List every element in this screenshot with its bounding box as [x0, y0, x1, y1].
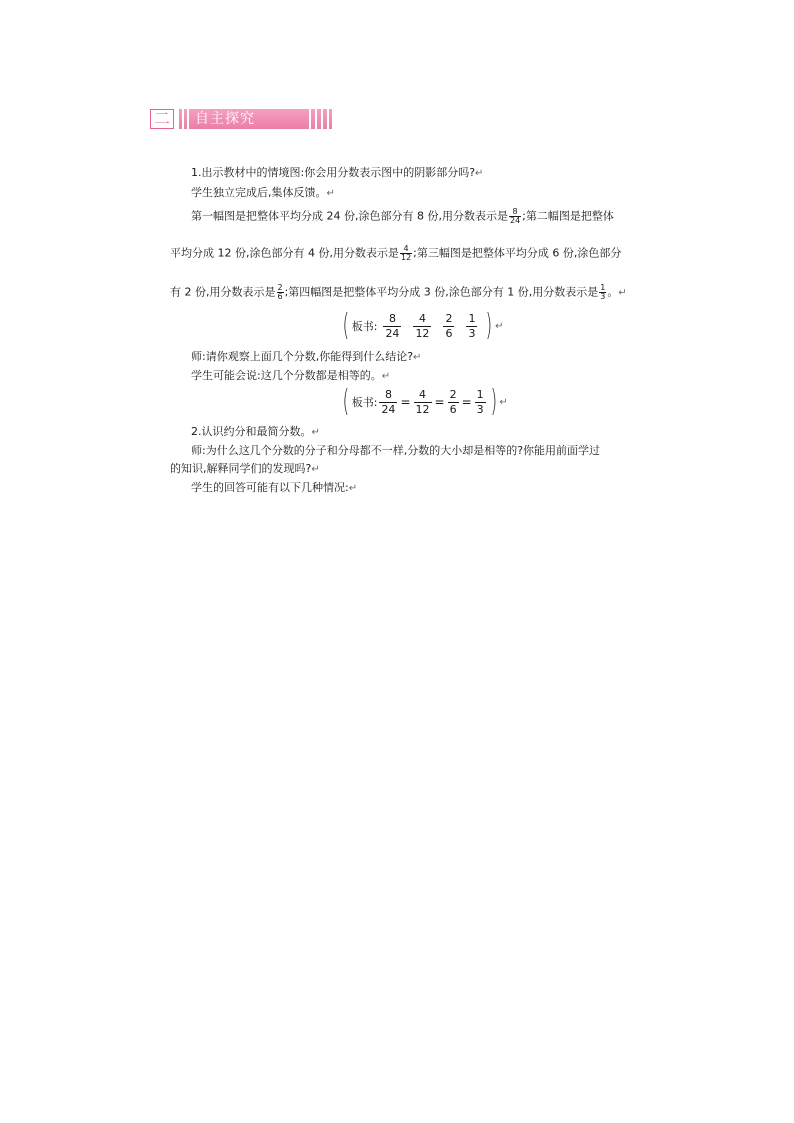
section-header [150, 109, 332, 129]
board-fraction-2-6: $\frac{2}{6}$ [445, 311, 453, 340]
fraction-4-12: $\frac{4}{12}$ [400, 244, 412, 262]
board-fraction-8-24: $\frac{8}{24}$ [385, 311, 400, 340]
bar-stripe [177, 109, 179, 129]
paragraph-11: 学生的回答可能有以下几种情况:↵ [191, 481, 358, 494]
board-note-equation: ( 板书: $\frac{8}{24}$ = $\frac{4}{12}$ = $\frac{2}{6}$ = $\frac{1}{3}$ ) ↵ [342, 384, 508, 419]
paragraph-6: 师:请你观察上面几个分数,你能得到什么结论?↵ [191, 350, 422, 363]
bar-stripe [187, 109, 189, 129]
paragraph-9: 师:为什么这几个分数的分子和分母都不一样,分数的大小却是相等的?你能用前面学过 [191, 444, 601, 457]
paragraph-10: 的知识,解释同学们的发现吗?↵ [170, 462, 320, 475]
paragraph-2: 学生独立完成后,集体反馈。↵ [191, 186, 335, 199]
section-title: 自主探究 [195, 111, 255, 127]
board-note-list: ( 板书: $\frac{8}{24}$ $\frac{4}{12}$ $\frac{2}{6}$ $\frac{1}{3}$ ) ↵ [342, 308, 504, 343]
board-fraction-1-3: $\frac{1}{3}$ [476, 387, 484, 416]
paragraph-8: 2.认识约分和最简分数。↵ [191, 425, 320, 438]
fraction-1-3: $\frac{1}{3}$ [600, 283, 606, 301]
bar-stripe [182, 109, 184, 129]
board-fraction-2-6: $\frac{2}{6}$ [449, 387, 457, 416]
fraction-2-6: $\frac{2}{6}$ [277, 283, 283, 301]
paragraph-1: 1.出示教材中的情境图:你会用分数表示图中的阴影部分吗?↵ [191, 166, 484, 179]
board-label: 板书: [351, 320, 378, 333]
fraction-8-24: $\frac{8}{24}$ [509, 207, 521, 225]
board-fraction-1-3: $\frac{1}{3}$ [468, 311, 476, 340]
bar-stripe [321, 109, 323, 129]
bar-stripe [309, 109, 311, 129]
section-number: 二 [150, 109, 174, 129]
paragraph-4: 平均分成 12 份,涂色部分有 4 份,用分数表示是 $\frac{4}{12}$ ;第三幅图是把整体平均分成 6 份,涂色部分 [170, 244, 622, 262]
paragraph-5: 有 2 份,用分数表示是 $\frac{2}{6}$ ;第四幅图是把整体平均分成 3 份,涂色部分有 1 份,用分数表示是 $\frac{1}{3}$ 。↵ [170, 283, 627, 301]
paragraph-7: 学生可能会说:这几个分数都是相等的。↵ [191, 369, 391, 382]
board-fraction-4-12: $\frac{4}{12}$ [415, 387, 430, 416]
bar-stripe [315, 109, 317, 129]
section-title-bar [177, 109, 332, 129]
board-fraction-4-12: $\frac{4}{12}$ [415, 311, 430, 340]
paragraph-3: 第一幅图是把整体平均分成 24 份,涂色部分有 8 份,用分数表示是 $\frac{8}{24}$ ;第二幅图是把整体 [191, 207, 614, 225]
board-label: 板书: [351, 396, 378, 409]
bar-stripe [327, 109, 329, 129]
board-fraction-8-24: $\frac{8}{24}$ [381, 387, 396, 416]
